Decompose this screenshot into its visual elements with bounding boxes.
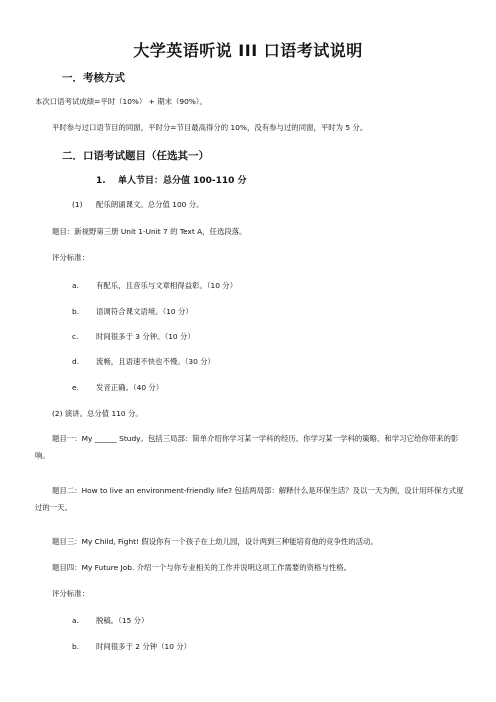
criteria-marker: c. (72, 332, 79, 341)
page-title: 大学英语听说 III 口语考试说明 (133, 41, 363, 60)
topic-3: 题目三：My Child, Fight! 假设你有一个孩子在上幼儿园，设计两到三种能培育他的竞争性的活动。 (52, 537, 378, 546)
criteria-text: 脱稿。（15 分） (96, 616, 149, 625)
criteria-text: 时间很多于 3 分钟。（10 分） (96, 332, 195, 341)
subsection-1 (96, 173, 247, 186)
criteria-label-1: 评分标准： (52, 253, 89, 262)
item-1-topic: 题目：新视野第三册 Unit 1-Unit 7 的 Text A，任选段落。 (52, 227, 247, 236)
criteria-2-a (72, 615, 148, 626)
subsection-1-marker: 1. (96, 176, 106, 186)
criteria-1-d (72, 356, 215, 367)
criteria-text: 有配乐，且音乐与文章相得益彰。（10 分） (96, 281, 238, 290)
criteria-text: 流畅，且语速不快也不慢。（30 分） (96, 357, 215, 366)
criteria-text: 时间很多于 2 分钟（10 分） (96, 642, 192, 651)
criteria-1-b (72, 306, 193, 317)
criteria-label-2: 评分标准： (52, 589, 89, 598)
topic-2: 题目二：How to live an environment-friendly life? 包括两局部：解释什么是环保生活？及以一天为例，设计用环保方式度过的一天。 (35, 486, 464, 512)
topic-1: 题目一：My ______ Study。包括三局部：简单介绍你学习某一学科的经历、你学习某一学科的策略、和学习它给你带来的影响。 (35, 434, 459, 460)
subsection-1-text: 单人节目：总分值 100-110 分 (118, 176, 247, 186)
item-1-marker: (1) (72, 200, 83, 209)
criteria-1-c (72, 331, 195, 342)
item-1 (72, 199, 204, 210)
criteria-marker: a. (72, 281, 79, 290)
criteria-1-a (72, 280, 237, 291)
criteria-marker: e. (72, 383, 79, 392)
criteria-text: 语调符合课文语境。（10 分） (96, 307, 193, 316)
topic-4: 题目四：My Future Job. 介绍一个与你专业相关的工作并说明这项工作需要的资格与性格。 (52, 563, 351, 572)
criteria-marker: b. (72, 307, 80, 316)
section-1-heading: 一．考核方式 (62, 72, 125, 84)
criteria-text: 发音正确。（40 分） (96, 383, 164, 392)
regular-score-note: 平时参与过口语节目的同窗，平时分=节目最高得分的 10%，没有参与过的同窗，平时为 5 分。 (52, 123, 368, 132)
section-2-heading: 二．口语考试题目（任选其一） (62, 150, 209, 162)
criteria-marker: d. (72, 357, 80, 366)
grading-formula: 本次口语考试成绩=平时（10%） + 期末（90%）。 (35, 97, 207, 106)
criteria-1-e (72, 382, 163, 393)
item-1-text: 配乐朗诵课文。总分值 100 分。 (96, 200, 204, 209)
criteria-marker: b. (72, 642, 80, 651)
criteria-2-b (72, 641, 191, 652)
item-2: (2) 演讲。总分值 110 分。 (52, 409, 143, 418)
criteria-marker: a. (72, 616, 79, 625)
